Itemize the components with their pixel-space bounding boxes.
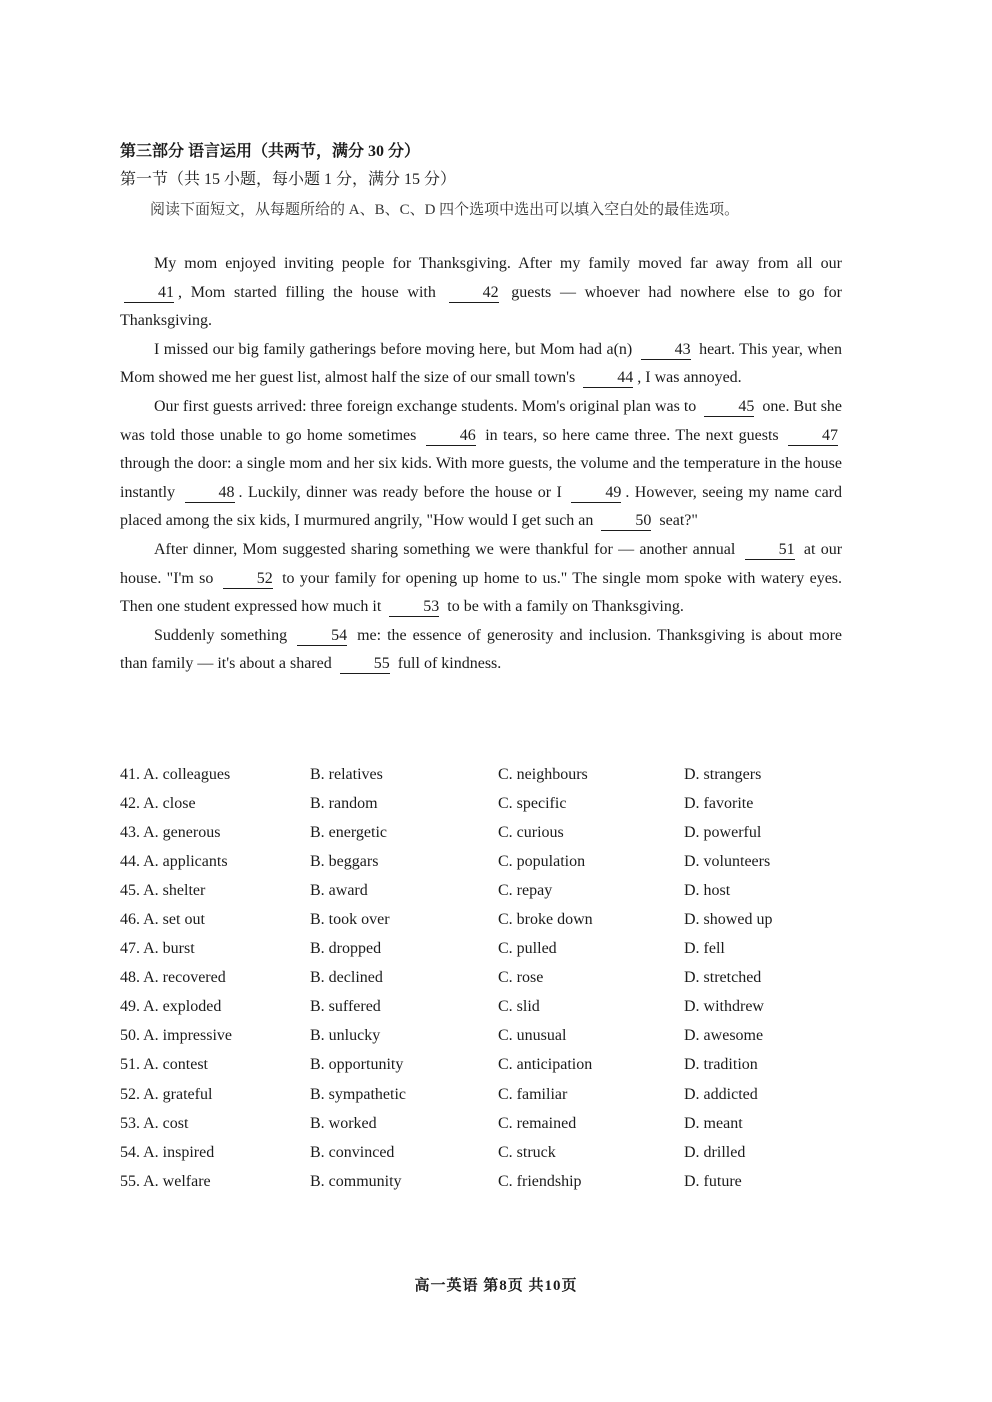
text: I missed our big family gatherings before moving here, but Mom had a(n)	[154, 340, 633, 358]
option-c: C. neighbours	[498, 765, 588, 783]
text: to be with a family on Thanksgiving.	[447, 598, 684, 616]
option-c: C. familiar	[498, 1085, 568, 1103]
option-b: B. energetic	[310, 823, 388, 841]
option-c: C. remained	[498, 1114, 577, 1132]
text: full of kindness.	[397, 655, 502, 673]
option-b: B. convinced	[310, 1143, 395, 1161]
instructions: 阅读下面短文，从每题所给的 A、B、C、D 四个选项中选出可以填入空白处的最佳选项。	[150, 202, 740, 218]
blank-46: 46	[426, 427, 476, 446]
option-b: B. beggars	[310, 852, 379, 870]
option-d: D. strangers	[684, 765, 762, 783]
blank-48: 48	[185, 484, 235, 503]
option-d: D. host	[684, 881, 731, 899]
option-b: B. declined	[310, 969, 383, 987]
page-footer: 高一英语 第8页 共10页	[414, 1278, 578, 1294]
option-row-45	[120, 876, 860, 905]
cloze-passage	[120, 250, 842, 679]
option-d: D. favorite	[684, 794, 754, 812]
option-a: 48. A. recovered	[120, 969, 226, 987]
option-a: 52. A. grateful	[120, 1085, 213, 1103]
paragraph-2	[120, 336, 842, 393]
option-c: C. struck	[498, 1143, 556, 1161]
option-a: 41. A. colleagues	[120, 765, 231, 783]
option-b: B. worked	[310, 1114, 377, 1132]
paragraph-5	[120, 622, 842, 679]
option-row-50	[120, 1022, 860, 1051]
option-a: 54. A. inspired	[120, 1143, 215, 1161]
text: , I was annoyed.	[637, 369, 742, 387]
option-a: 51. A. contest	[120, 1056, 208, 1074]
section-title: 第三部分 语言运用（共两节，满分 30 分）	[120, 143, 421, 160]
blank-45: 45	[704, 398, 754, 417]
option-b: B. suffered	[310, 998, 381, 1016]
option-a: 45. A. shelter	[120, 881, 206, 899]
text: seat?"	[659, 512, 698, 530]
text: My mom enjoyed inviting people for Thanksgiving. After my family moved far away from all our	[154, 255, 842, 272]
blank-47: 47	[788, 427, 838, 446]
option-row-44	[120, 847, 860, 876]
option-d: D. future	[684, 1172, 742, 1190]
option-a: 46. A. set out	[120, 911, 205, 929]
option-d: D. tradition	[684, 1056, 758, 1074]
paragraph-4	[120, 536, 842, 622]
option-a: 42. A. close	[120, 794, 196, 812]
text: . Luckily, dinner was ready before the house or I	[238, 483, 562, 501]
blank-55: 55	[340, 655, 390, 674]
option-b: B. award	[310, 881, 368, 899]
paragraph-3	[120, 393, 842, 536]
option-c: C. curious	[498, 823, 564, 841]
option-d: D. stretched	[684, 969, 762, 987]
blank-44: 44	[583, 369, 633, 388]
option-c: C. pulled	[498, 940, 557, 958]
blank-42: 42	[449, 284, 499, 303]
option-row-41	[120, 760, 860, 789]
subsection-title: 第一节（共 15 小题，每小题 1 分，满分 15 分）	[120, 171, 457, 188]
options-table	[120, 760, 860, 1196]
option-row-54	[120, 1138, 860, 1167]
option-row-43	[120, 818, 860, 847]
text: Our first guests arrived: three foreign exchange students. Mom's original plan was to	[154, 397, 697, 415]
option-d: D. powerful	[684, 823, 762, 841]
option-b: B. opportunity	[310, 1056, 404, 1074]
option-a: 44. A. applicants	[120, 852, 228, 870]
blank-53: 53	[389, 598, 439, 617]
option-c: C. slid	[498, 998, 540, 1016]
option-b: B. sympathetic	[310, 1085, 406, 1103]
option-d: D. addicted	[684, 1085, 758, 1103]
option-c: C. specific	[498, 794, 567, 812]
option-d: D. showed up	[684, 911, 773, 929]
option-d: D. volunteers	[684, 852, 771, 870]
option-c: C. friendship	[498, 1172, 582, 1190]
option-row-42	[120, 789, 860, 818]
option-c: C. broke down	[498, 911, 593, 929]
text: one. But she was told those unable to go home sometimes	[120, 397, 843, 444]
text: Suddenly something	[154, 626, 288, 644]
paragraph-1	[120, 250, 842, 336]
option-row-52	[120, 1080, 860, 1109]
option-d: D. withdrew	[684, 998, 764, 1016]
option-c: C. anticipation	[498, 1056, 593, 1074]
option-c: C. population	[498, 852, 586, 870]
option-b: B. dropped	[310, 940, 382, 958]
text: to your family for opening up home to us." The single mom spoke with watery eyes. Then one student expressed how much it	[120, 569, 843, 616]
option-row-48	[120, 964, 860, 993]
option-d: D. meant	[684, 1114, 743, 1132]
option-row-53	[120, 1109, 860, 1138]
option-a: 43. A. generous	[120, 823, 221, 841]
text: through the door: a single mom and her six kids. With more guests, the volume and the temperature in the house instantly	[120, 455, 842, 501]
option-row-55	[120, 1167, 860, 1196]
option-b: B. took over	[310, 911, 390, 929]
option-a: 55. A. welfare	[120, 1172, 211, 1190]
blank-49: 49	[571, 484, 621, 503]
option-row-51	[120, 1051, 860, 1080]
option-row-49	[120, 993, 860, 1022]
text: guests — whoever had nowhere else to go for Thanksgiving.	[120, 283, 842, 330]
option-a: 47. A. burst	[120, 940, 195, 958]
option-a: 50. A. impressive	[120, 1027, 232, 1045]
blank-43: 43	[641, 341, 691, 360]
option-b: B. unlucky	[310, 1027, 381, 1045]
text: me: the essence of generosity and inclusion. Thanksgiving is about more than family — it's about a shared	[120, 626, 843, 673]
text: heart. This year, when Mom showed me her guest list, almost half the size of our small town's	[120, 340, 843, 387]
blank-51: 51	[745, 541, 795, 560]
option-a: 49. A. exploded	[120, 998, 222, 1016]
option-c: C. rose	[498, 969, 544, 987]
option-a: 53. A. cost	[120, 1114, 189, 1132]
text: . However, seeing my name card placed among the six kids, I murmured angrily, "How would I get such an	[120, 483, 843, 530]
option-c: C. unusual	[498, 1027, 567, 1045]
option-d: D. drilled	[684, 1143, 746, 1161]
blank-50: 50	[601, 512, 651, 531]
blank-52: 52	[223, 570, 273, 589]
text: at our house. "I'm so	[120, 540, 843, 587]
option-row-46	[120, 905, 860, 934]
option-b: B. relatives	[310, 765, 383, 783]
text: , Mom started filling the house with	[178, 283, 436, 301]
blank-54: 54	[297, 627, 347, 646]
option-b: B. random	[310, 794, 378, 812]
text: in tears, so here came three. The next guests	[485, 426, 779, 444]
option-row-47	[120, 935, 860, 964]
option-c: C. repay	[498, 881, 553, 899]
option-b: B. community	[310, 1172, 402, 1190]
blank-41: 41	[124, 284, 174, 303]
text: After dinner, Mom suggested sharing something we were thankful for — another annual	[154, 540, 736, 558]
option-d: D. awesome	[684, 1027, 764, 1045]
option-d: D. fell	[684, 940, 725, 958]
